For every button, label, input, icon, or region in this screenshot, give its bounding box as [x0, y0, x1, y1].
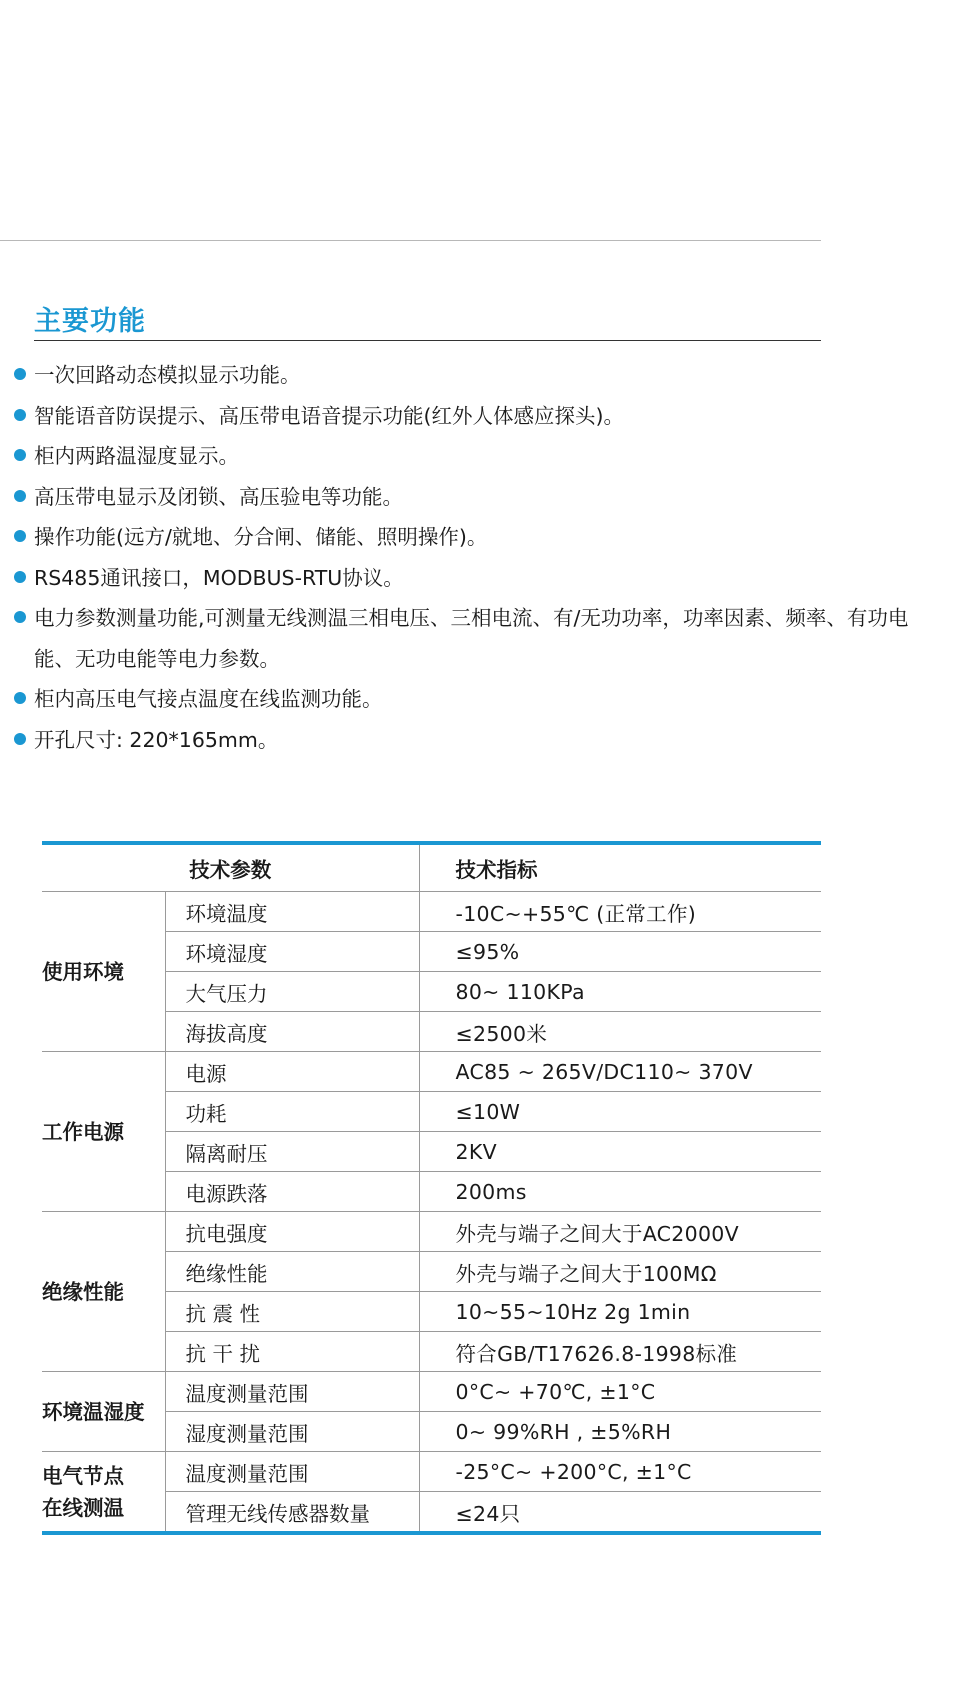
param-name: 海拔高度: [165, 1012, 419, 1052]
table-row: [42, 892, 821, 932]
feature-text: RS485通讯接口，MODBUS-RTU协议。: [34, 565, 404, 590]
feature-item: [14, 598, 944, 679]
param-value: ≤2500米: [419, 1012, 821, 1052]
param-value: 外壳与端子之间大于AC2000V: [419, 1212, 821, 1252]
table-row: [42, 1372, 821, 1412]
feature-item: [14, 720, 944, 761]
param-value: 外壳与端子之间大于100MΩ: [419, 1252, 821, 1292]
param-value: ≤95%: [419, 932, 821, 972]
bullet-icon: [14, 611, 26, 623]
feature-text: 柜内两路温湿度显示。: [34, 444, 239, 468]
group-label: 环境温湿度: [42, 1372, 165, 1452]
bullet-icon: [14, 530, 26, 542]
feature-item: [14, 355, 944, 396]
feature-list: [14, 355, 944, 760]
feature-item: [14, 436, 944, 477]
feature-text: 操作功能(远方/就地、分合闸、储能、照明操作)。: [34, 525, 488, 549]
table-row: [42, 1212, 821, 1252]
bullet-icon: [14, 409, 26, 421]
param-name: 绝缘性能: [165, 1252, 419, 1292]
param-name: 大气压力: [165, 972, 419, 1012]
group-label: 电气节点 在线测温: [42, 1452, 165, 1534]
param-value: 0~ 99%RH , ±5%RH: [419, 1412, 821, 1452]
param-name: 功耗: [165, 1092, 419, 1132]
param-value: 2KV: [419, 1132, 821, 1172]
param-value: -25°C~ +200°C, ±1°C: [419, 1452, 821, 1492]
param-value: 200ms: [419, 1172, 821, 1212]
header-param: 技术参数: [42, 843, 419, 892]
param-name: 温度测量范围: [165, 1372, 419, 1412]
section-title: 主要功能: [34, 306, 146, 337]
table-row: [42, 1052, 821, 1092]
title-underline: [34, 340, 821, 341]
param-name: 电源跌落: [165, 1172, 419, 1212]
group-label: 工作电源: [42, 1052, 165, 1212]
param-value: -10C~+55℃ (正常工作): [419, 892, 821, 932]
param-name: 环境温度: [165, 892, 419, 932]
param-value: 0°C~ +70℃, ±1°C: [419, 1372, 821, 1412]
group-label: 绝缘性能: [42, 1212, 165, 1372]
param-value: 符合GB/T17626.8-1998标准: [419, 1332, 821, 1372]
bullet-icon: [14, 571, 26, 583]
feature-text: 智能语音防误提示、高压带电语音提示功能(红外人体感应探头)。: [34, 403, 624, 428]
param-value: AC85 ~ 265V/DC110~ 370V: [419, 1052, 821, 1092]
spec-table: [42, 841, 821, 1535]
bullet-icon: [14, 733, 26, 745]
param-value: ≤10W: [419, 1092, 821, 1132]
param-value: ≤24只: [455, 1501, 521, 1526]
feature-text: 柜内高压电气接点温度在线监测功能。: [34, 687, 383, 711]
feature-text: 高压带电显示及闭锁、高压验电等功能。: [34, 484, 403, 509]
header-spec: 技术指标: [419, 843, 821, 892]
top-divider: [0, 240, 821, 241]
feature-text: 开孔尺寸: 220*165mm。: [34, 727, 279, 752]
feature-text: 电力参数测量功能,可测量无线测温三相电压、三相电流、有/无功功率，功率因素、频率、有功电能、无功电能等电力参数。: [34, 606, 909, 671]
param-value: 80~ 110KPa: [419, 972, 821, 1012]
param-name: 湿度测量范围: [165, 1412, 419, 1452]
bullet-icon: [14, 449, 26, 461]
param-name: 抗 干 扰: [165, 1332, 419, 1372]
bullet-icon: [14, 692, 26, 704]
table-row: [42, 1452, 821, 1492]
bullet-icon: [14, 490, 26, 502]
param-name: 隔离耐压: [165, 1132, 419, 1172]
param-value: 10~55~10Hz 2g 1min: [419, 1292, 821, 1332]
param-name: 抗电强度: [165, 1212, 419, 1252]
group-label: 使用环境: [42, 892, 165, 1052]
table-header-row: [42, 843, 821, 892]
feature-item: [14, 477, 944, 518]
feature-item: [14, 558, 944, 599]
param-name: 环境湿度: [165, 932, 419, 972]
param-name: 温度测量范围: [165, 1452, 419, 1492]
bullet-icon: [14, 368, 26, 380]
feature-item: [14, 517, 944, 558]
feature-item: [14, 396, 944, 437]
param-name: 管理无线传感器数量: [165, 1492, 419, 1534]
feature-item: [14, 679, 944, 720]
param-name: 抗 震 性: [165, 1292, 419, 1332]
param-name: 电源: [165, 1052, 419, 1092]
spec-table-body: [42, 892, 821, 1534]
feature-text: 一次回路动态模拟显示功能。: [34, 363, 301, 387]
